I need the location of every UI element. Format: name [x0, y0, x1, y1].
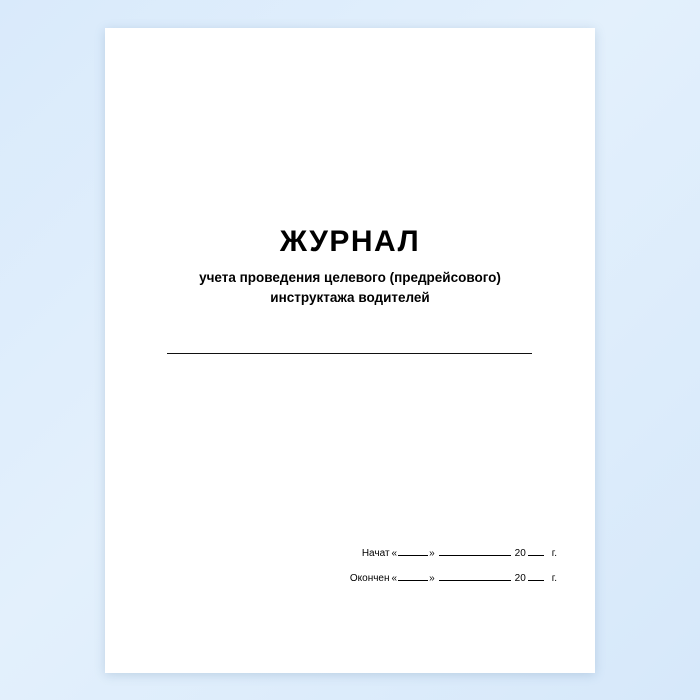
- started-label: Начат: [361, 548, 390, 559]
- finished-year-blank: [528, 571, 544, 581]
- finished-quote-open: «: [391, 573, 398, 584]
- subtitle-line-2: инструктажа водителей: [270, 289, 430, 305]
- organization-blank-line: [167, 353, 532, 354]
- started-year-blank: [528, 546, 544, 556]
- subtitle-line-1: учета проведения целевого (предрейсового): [199, 270, 501, 285]
- page-title: ЖУРНАЛ: [279, 225, 421, 258]
- finished-year-prefix: 20: [514, 573, 526, 584]
- finished-line: [297, 571, 557, 584]
- finished-day-blank: [398, 571, 428, 581]
- started-month-blank: [439, 546, 511, 556]
- started-year-prefix: 20: [514, 548, 526, 559]
- finished-year-suffix: г.: [551, 573, 557, 584]
- document-page: [105, 28, 595, 673]
- started-quote-close: »: [429, 548, 435, 559]
- page-subtitle: [105, 268, 595, 307]
- finished-label: Окончен: [349, 573, 390, 584]
- finished-month-blank: [439, 571, 511, 581]
- started-line: [297, 546, 557, 559]
- title-block: [105, 225, 595, 307]
- finished-quote-close: »: [429, 573, 435, 584]
- started-year-suffix: г.: [551, 548, 557, 559]
- started-quote-open: «: [391, 548, 398, 559]
- footer-block: [297, 546, 557, 596]
- started-day-blank: [398, 546, 428, 556]
